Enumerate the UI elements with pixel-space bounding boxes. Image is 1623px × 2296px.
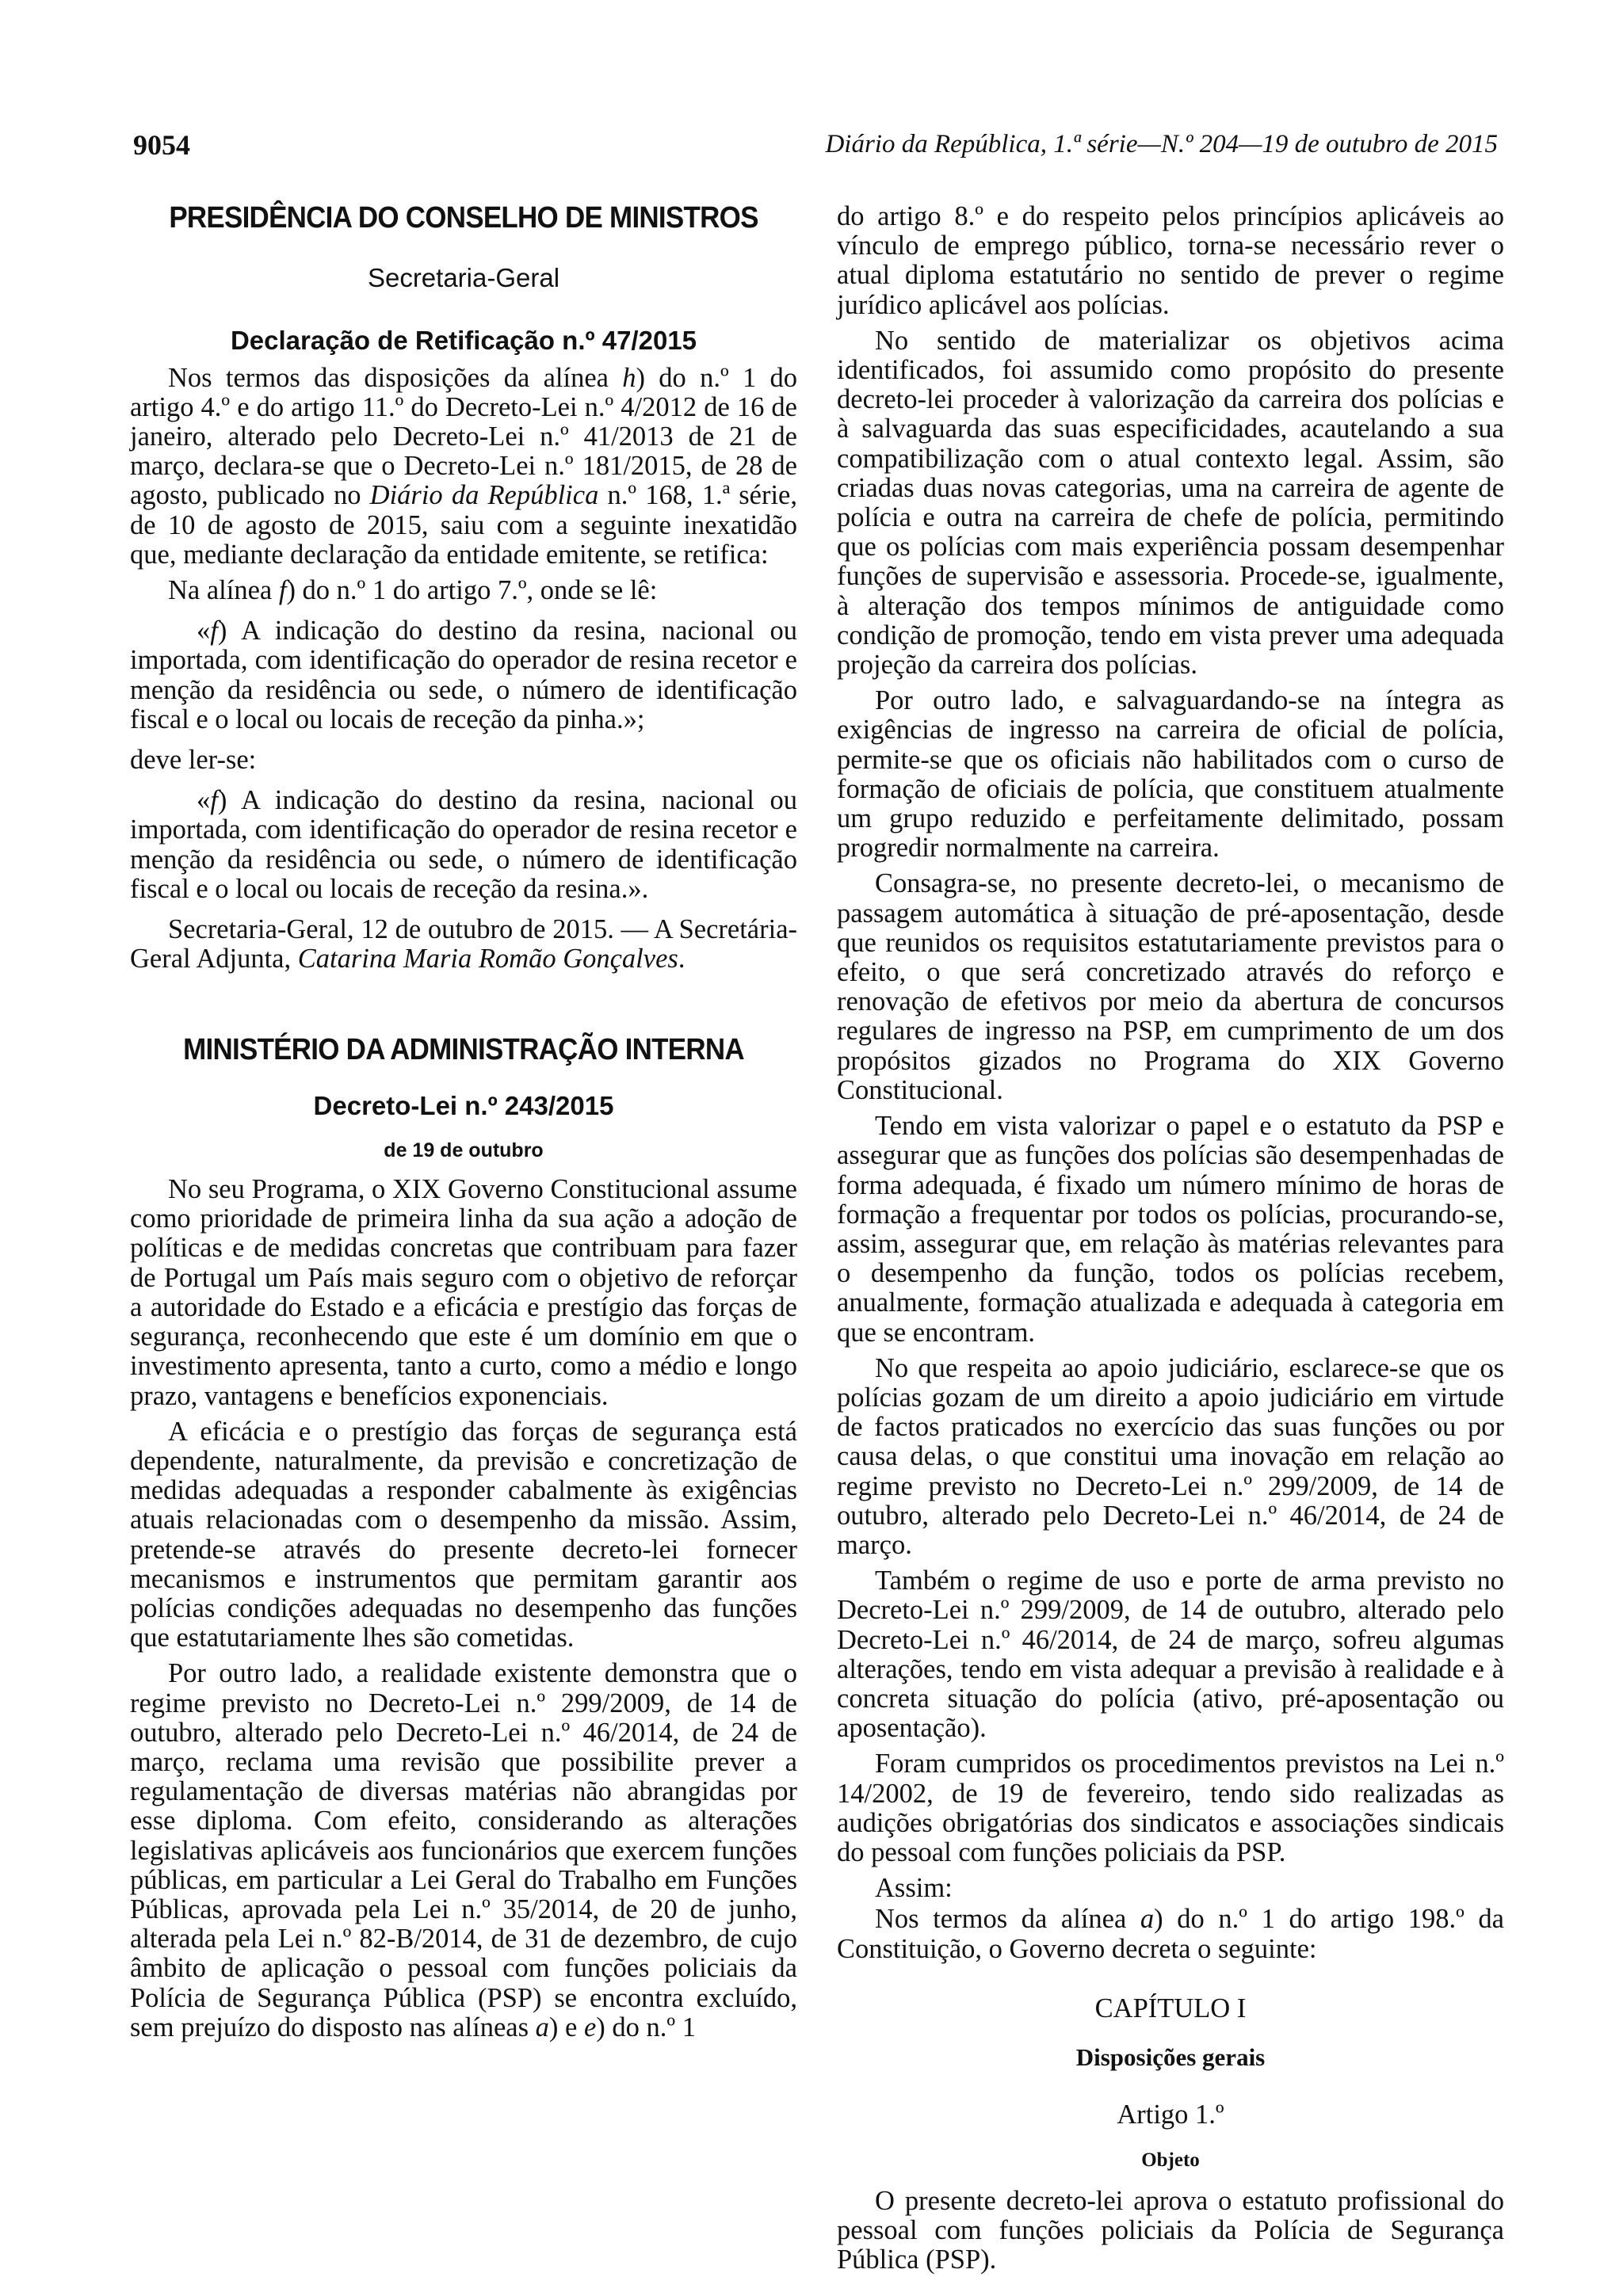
onde-se-le-paragraph: Na alínea f) do n.º 1 do artigo 7.º, onde se lê:	[168, 575, 658, 606]
right-paragraph-1: do artigo 8.º e do respeito pelos princípios aplicáveis ao vínculo de emprego público, torna-se necessário rever o atual diploma estatutário no sentido de prever o regime jurídico aplicável aos polícias.	[837, 201, 1504, 320]
right-paragraph-6: No que respeita ao apoio judiciário, esclarece-se que os polícias gozam de um direito a apoio judiciário em virtude de factos praticados no exercício das suas funções ou por causa delas, o que constitui uma inovação em relação ao regime previsto no Decreto-Lei n.º 299/2009, de 14 de outubro, alterado pelo Decreto-Lei n.º 46/2014, de 24 de março.	[837, 1352, 1504, 1560]
left-column	[130, 202, 797, 2049]
right-paragraph-7: Também o regime de uso e porte de arma previsto no Decreto-Lei n.º 299/2009, de 14 de outubro, alterado pelo Decreto-Lei n.º 46/2014, de 24 de março, sofreu algumas alterações, tendo em vista adequar a previsão à realidade e à concreta situação do polícia (ativo, pré-aposentação ou aposentação).	[837, 1566, 1504, 1744]
right-column	[837, 202, 1504, 2281]
journal-title: Diário da República, 1.ª série—N.º 204—19 de outubro de 2015	[825, 130, 1498, 158]
right-paragraph-8: Foram cumpridos os procedimentos previstos na Lei n.º 14/2002, de 19 de fevereiro, tendo sido realizadas as audições obrigatórias dos sindicatos e associações sindicais do pessoal com funções policiais da PSP.	[837, 1749, 1504, 1867]
declaration-title: Declaração de Retificação n.º 47/2015	[230, 326, 697, 356]
right-paragraph-2: No sentido de materializar os objetivos acima identificados, foi assumido como propósito do presente decreto-lei proceder à valorização da carreira dos polícias e à salvaguarda das suas especificidades, acautelando a sua compatibilização com o atual contexto legal. Assim, são criadas duas novas categorias, uma na carreira de agente de polícia e outra na carreira de chefe de polícia, permitindo que os polícias com mais experiência possam desempenhar funções de supervisão e assessoria. Procede-se, igualmente, à alteração dos tempos mínimos de antiguidade como condição de promoção, tendo em vista prever uma adequada projeção da carreira dos polícias.	[837, 325, 1504, 681]
ministry-heading-mai: MINISTÉRIO DA ADMINISTRAÇÃO INTERNA	[183, 1033, 744, 1067]
page-number: 9054	[133, 129, 190, 161]
ministry-heading-pcm: PRESIDÊNCIA DO CONSELHO DE MINISTROS	[169, 201, 758, 235]
decree-date: de 19 de outubro	[384, 1138, 544, 1161]
right-paragraph-assim: Assim:	[875, 1873, 953, 1904]
original-text-quote: «f) A indicação do destino da resina, nacional ou importada, com identificação do operador de resina recetor e menção da residência ou sede, o número de identificação fiscal e o local ou locais de receção da pinha.»;	[130, 616, 797, 734]
right-paragraph-5: Tendo em vista valorizar o papel e o estatuto da PSP e assegurar que as funções dos polícias são desempenhadas de forma adequada, é fixado um número mínimo de horas de formação a frequentar por todos os polícias, procurando-se, assim, assegurar que, em relação às matérias relevantes para o desempenho da função, todos os polícias recebem, anualmente, formação atualizada e adequada à categoria em que se encontram.	[837, 1111, 1504, 1348]
service-heading: Secretaria-Geral	[367, 263, 560, 293]
body-paragraph-3: Por outro lado, a realidade existente demonstra que o regime previsto no Decreto-Lei n.º 299/2009, de 14 de outubro, alterado pelo Decreto-Lei n.º 46/2014, de 24 de março, reclama uma revisão que possibilite prever a regulamentação de diversas matérias não abrangidas por esse diploma. Com efeito, considerando as alterações legislativas aplicáveis aos funcionários que exercem funções públicas, em particular a Lei Geral do Trabalho em Funções Públicas, aprovada pela Lei n.º 35/2014, de 20 de junho, alterada pela Lei n.º 82-B/2014, de 31 de dezembro, de cujo âmbito de aplicação o pessoal com funções policiais da Polícia de Segurança Pública (PSP) se encontra excluído, sem prejuízo do disposto nas alíneas a) e e) do n.º 1	[130, 1658, 797, 2042]
body-paragraph-2: A eficácia e o prestígio das forças de segurança está dependente, naturalmente, da previsão e concretização de medidas adequadas a responder cabalmente às exigências atuais relacionadas com o desempenho da missão. Assim, pretende-se através do presente decreto-lei fornecer mecanismos e instrumentos que permitam garantir aos polícias condições adequadas no desempenho das funções que estatutariamente lhes são cometidas.	[130, 1416, 797, 1653]
right-paragraph-3: Por outro lado, e salvaguardando-se na íntegra as exigências de ingresso na carreira de oficial de polícia, permite-se que os oficiais não habilitados com o curso de formação de oficiais de polícia, que constituem atualmente um grupo reduzido e perfeitamente delimitado, possam progredir normalmente na carreira.	[837, 685, 1504, 864]
declaration-paragraph: Nos termos das disposições da alínea h) do n.º 1 do artigo 4.º e do artigo 11.º do Decreto-Lei n.º 4/2012 de 16 de janeiro, alterado pelo Decreto-Lei n.º 41/2013 de 21 de março, declara-se que o Decreto-Lei n.º 181/2015, de 28 de agosto, publicado no Diário da República n.º 168, 1.ª série, de 10 de agosto de 2015, saiu com a seguinte inexatidão que, mediante declaração da entidade emitente, se retifica:	[130, 362, 797, 570]
article-heading: Artigo 1.º	[1117, 2100, 1224, 2130]
signature-paragraph: Secretaria-Geral, 12 de outubro de 2015. — A Secretária-Geral Adjunta, Catarina Maria Romão Gonçalves.	[130, 914, 797, 974]
body-paragraph-1: No seu Programa, o XIX Governo Constitucional assume como prioridade de primeira linha da sua ação a adoção de políticas e de medidas concretas que contribuam para fazer de Portugal um País mais seguro com o objetivo de reforçar a autoridade do Estado e a eficácia e prestígio das forças de segurança, reconhecendo que este é um domínio em que o investimento apresenta, tanto a curto, como a médio e longo prazo, vantagens e benefícios exponenciais.	[130, 1174, 797, 1411]
chapter-title: Disposições gerais	[1075, 2042, 1266, 2071]
article-title: Objeto	[1141, 2149, 1200, 2172]
corrected-text-quote: «f) A indicação do destino da resina, nacional ou importada, com identificação do operador de resina recetor e menção da residência ou sede, o número de identificação fiscal e o local ou locais de receção da resina.».	[130, 785, 797, 904]
article-1-paragraph: O presente decreto-lei aprova o estatuto profissional do pessoal com funções policiais da Polícia de Segurança Pública (PSP).	[837, 2185, 1504, 2275]
chapter-heading: CAPÍTULO I	[1094, 1993, 1247, 2023]
decree-title: Decreto-Lei n.º 243/2015	[313, 1090, 614, 1120]
deve-ler-se: deve ler-se:	[130, 745, 257, 776]
right-paragraph-decree: Nos termos da alínea a) do n.º 1 do artigo 198.º da Constituição, o Governo decreta o seguinte:	[837, 1904, 1504, 1964]
right-paragraph-4: Consagra-se, no presente decreto-lei, o mecanismo de passagem automática à situação de pré-aposentação, desde que reunidos os requisitos estatutariamente previstos para o efeito, o que será concretizado através do reforço e renovação de efetivos por meio da abertura de concursos regulares de ingresso na PSP, em cumprimento de um dos propósitos gizados no Programa do XIX Governo Constitucional.	[837, 868, 1504, 1105]
